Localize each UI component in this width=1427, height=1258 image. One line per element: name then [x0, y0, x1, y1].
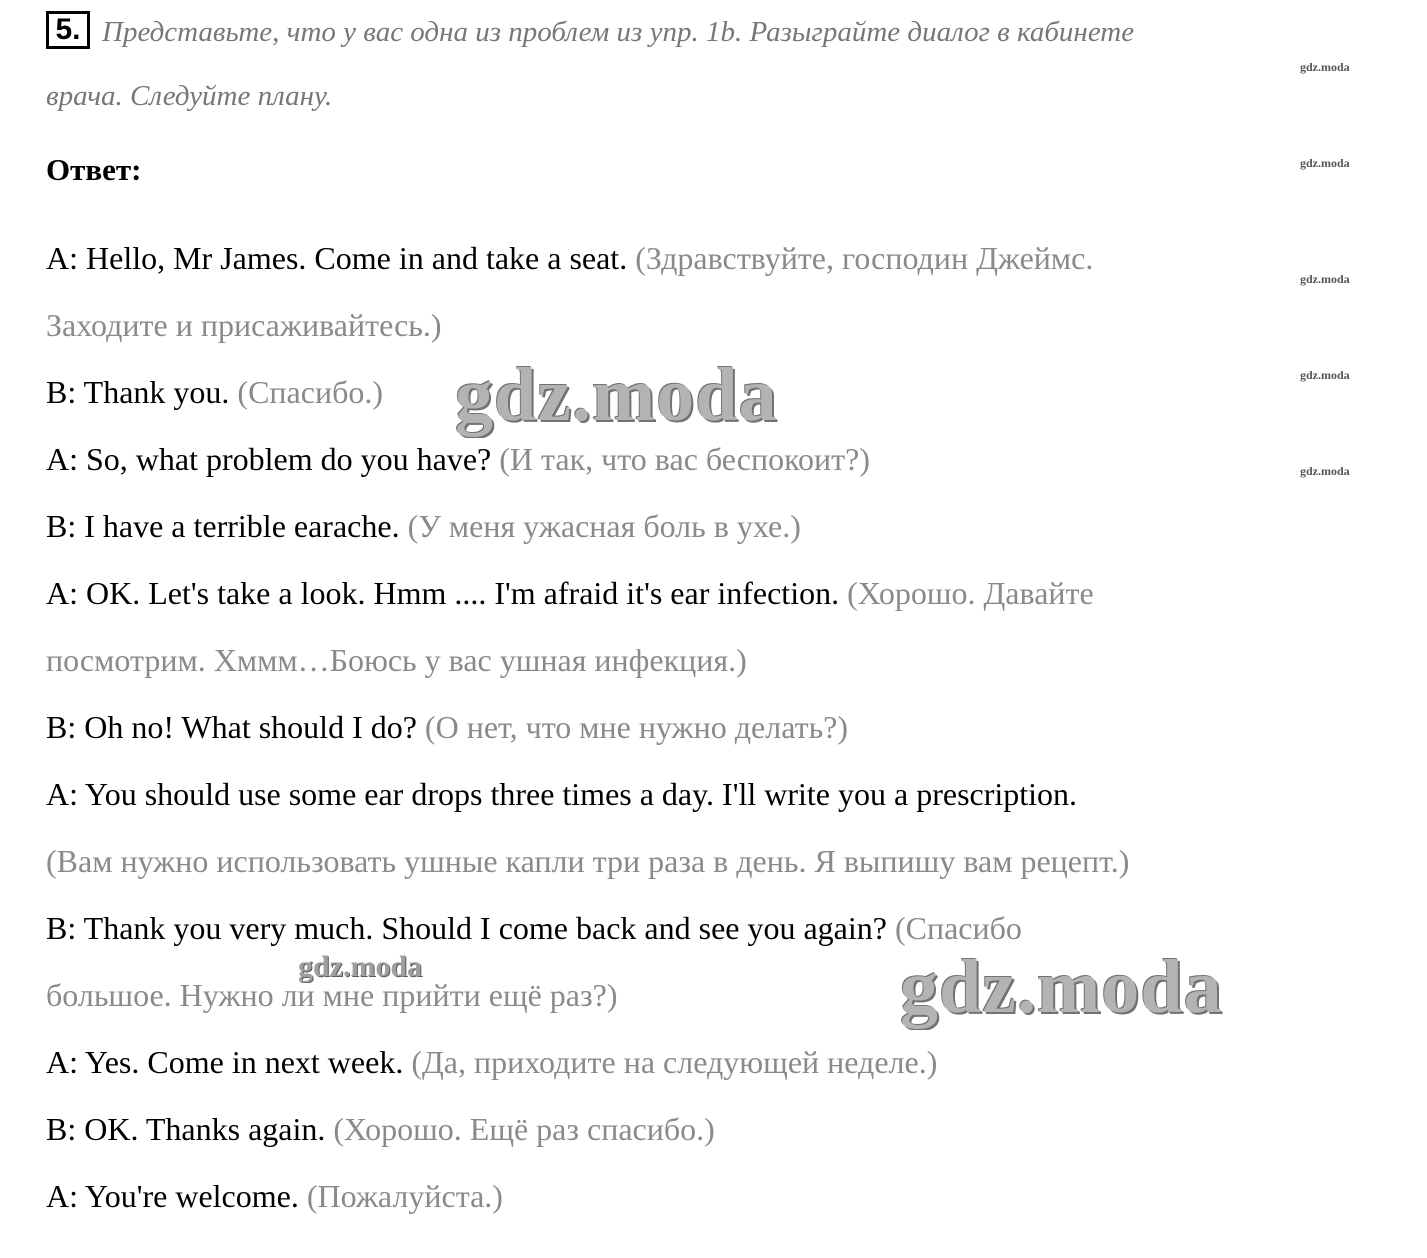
task-instruction-line-1: Представьте, что у вас одна из проблем из упр. 1b. Разыграйте диалог в кабинете — [102, 16, 1135, 48]
dialogue-line: A: So, what problem do you have? (И так, что вас беспокоит?) — [46, 441, 870, 477]
dialogue-line: Заходите и присаживайтесь.) — [46, 307, 442, 343]
dialogue-line: A: Yes. Come in next week. (Да, приходите на следующей неделе.) — [46, 1044, 938, 1080]
dialogue-line: A: You're welcome. (Пожалуйста.) — [46, 1178, 503, 1214]
dialogue-line: B: OK. Thanks again. (Хорошо. Ещё раз спасибо.) — [46, 1111, 715, 1147]
dialogue-line: A: OK. Let's take a look. Hmm .... I'm afraid it's ear infection. (Хорошо. Давайте — [46, 575, 1094, 611]
dialogue-line: B: Thank you. (Спасибо.) — [46, 374, 383, 410]
dialogue-line: A: Hello, Mr James. Come in and take a seat. (Здравствуйте, господин Джеймс. — [46, 240, 1094, 276]
dialogue-line: посмотрим. Хммм…Боюсь у вас ушная инфекция.) — [46, 642, 747, 678]
watermark-small: gdz.moda — [1300, 60, 1350, 74]
watermark-small: gdz.moda — [1300, 464, 1350, 478]
dialogue-line: B: Thank you very much. Should I come back and see you again? (Спасибо — [46, 910, 1022, 946]
watermark-large: gdz.moda — [455, 353, 778, 437]
dialogue-line: B: I have a terrible earache. (У меня ужасная боль в ухе.) — [46, 508, 801, 544]
task-instruction-line-2: врача. Следуйте плану. — [46, 80, 333, 112]
task-number: 5. — [46, 11, 90, 49]
watermark-medium: gdz.moda — [298, 950, 423, 983]
watermark-small: gdz.moda — [1300, 156, 1350, 170]
dialogue-line: B: Oh no! What should I do? (О нет, что мне нужно делать?) — [46, 709, 849, 745]
dialogue-line: большое. Нужно ли мне прийти ещё раз?) — [46, 977, 618, 1013]
dialogue-line: A: You should use some ear drops three times a day. I'll write you a prescription. — [46, 776, 1078, 812]
dialogue-line: (Вам нужно использовать ушные капли три раза в день. Я выпишу вам рецепт.) — [46, 843, 1130, 879]
answer-label: Ответ: — [46, 152, 142, 187]
watermark-small: gdz.moda — [1300, 368, 1350, 382]
watermark-small: gdz.moda — [1300, 272, 1350, 286]
watermark-large: gdz.moda — [900, 945, 1223, 1029]
